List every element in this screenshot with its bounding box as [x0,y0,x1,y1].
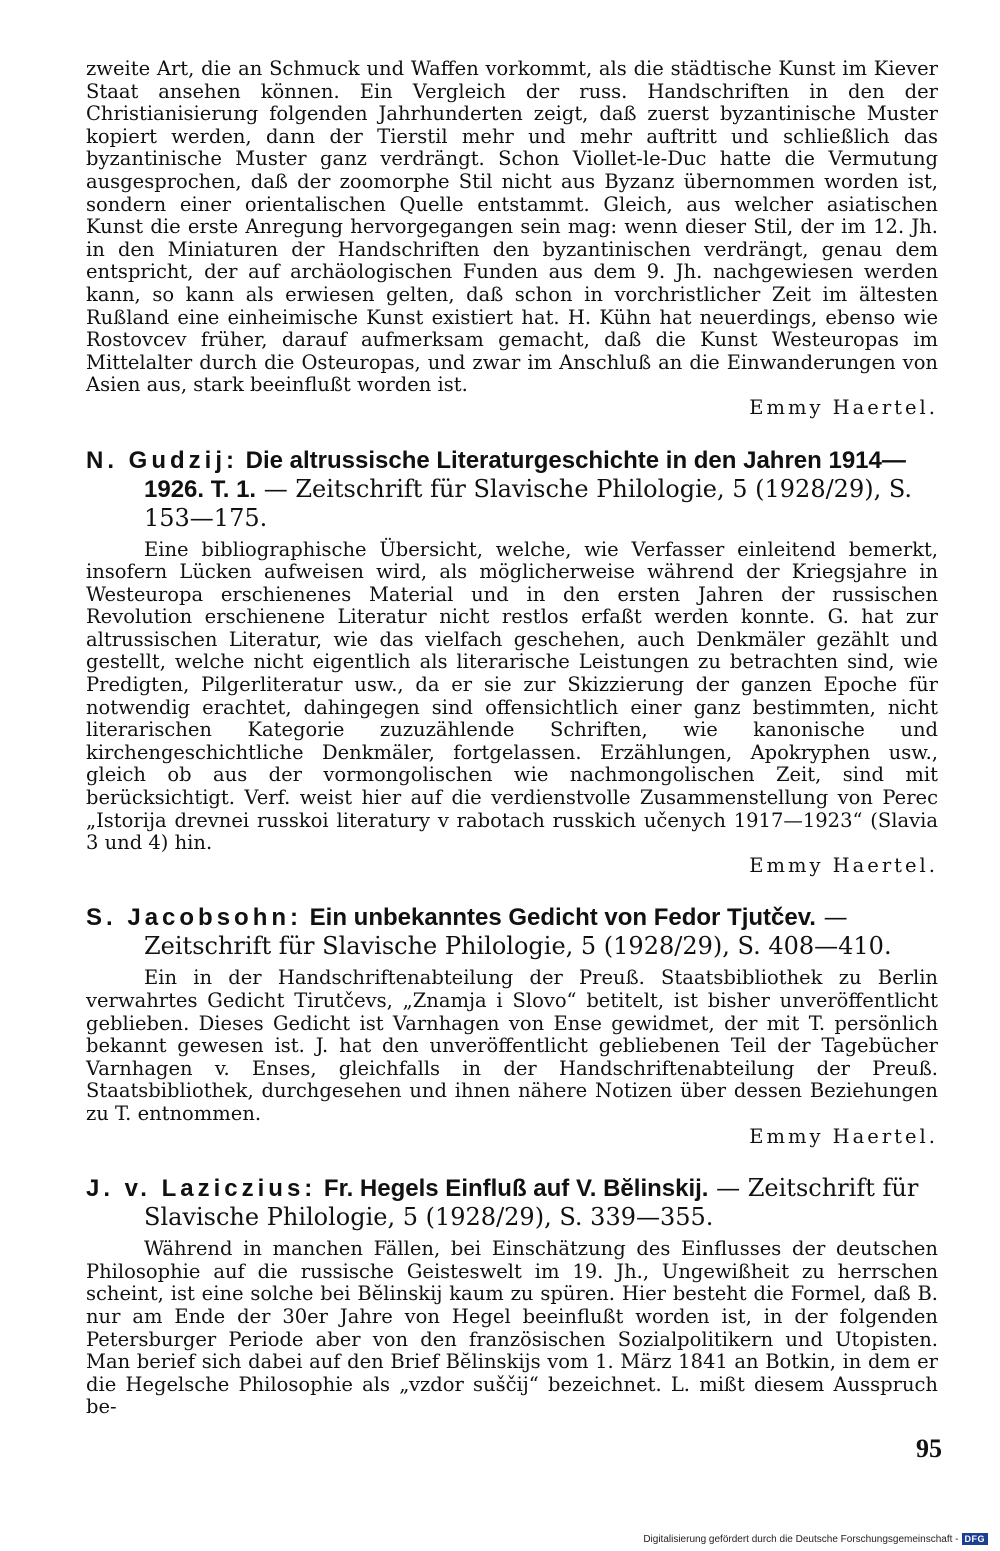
entry-author: J. v. Laziczius: [86,1175,317,1203]
entry-source: — Zeitschrift für Slavische Philologie, 5 (1928/29), S. 408—410. [144,903,892,961]
review-entry-laziczius [86,1174,938,1419]
entry-body-text: Ein in der Handschriftenabteilung der Preuß. Staatsbibliothek zu Berlin verwahrtes Gedicht Tirutčevs, „Znamja i Slovo“ betitelt, ist bisher unveröffentlicht geblieben. Dieses Gedicht ist Varnhagen von Ense gewidmet, der mit T. persönlich bekannt gewesen ist. J. hat den unveröffentlicht gebliebenen Teil der Tagebücher Varnhagen v. Enses, gleichfalls in der Handschriftenabteilung der Preuß. Staatsbibliothek, durchgesehen und ihnen nähere Notizen über dessen Beziehungen zu T. entnommen. [86,966,938,1125]
entry-body-text: Während in manchen Fällen, bei Einschätzung des Einflusses der deutschen Philosophie auf die russische Geisteswelt im 19. Jh., Ungewißheit zu herrschen scheint, ist eine solche bei Bĕlinskij kaum zu spüren. Hier besteht die Formel, daß B. nur am Ende der 30er Jahre von Hegel beeinflußt worden ist, in der folgenden Petersburger Periode aber von den französischen Sozialpolitikern und Utopisten. Man berief sich dabei auf den Brief Bĕlinskijs vom 1. März 1841 an Botkin, in dem er die Hegelsche Philosophie als „vzdor suščij“ bezeichnet. L. mißt diesem Ausspruch be- [86,1237,938,1419]
entry-heading [86,903,938,961]
entry-source: — Zeitschrift für Slavische Philologie, 5 (1928/29), S. 339—355. [144,1174,919,1232]
entry-title: Ein unbekanntes Gedicht von Fedor Tjutčev. [309,904,816,932]
entry-body [86,967,938,1148]
digitization-footer [643,1533,988,1545]
dfg-logo: DFG [962,1533,989,1545]
entry-body [86,539,938,878]
entry-source: — Zeitschrift für Slavische Philologie, 5 (1928/29), S. 153—175. [144,474,913,532]
entry-author: S. Jacobsohn: [86,904,303,932]
entry-heading [86,446,938,533]
entry-body-text: Eine bibliographische Übersicht, welche, wie Verfasser einleitend bemerkt, insofern Lücken aufweisen wird, als möglicherweise während der Kriegsjahre in Westeuropa erschienenes Material und in den ersten Jahren der russischen Revolution erschienene Literatur nicht restlos erfaßt werden konnte. G. hat zur altrussischen Literatur, wie das vielfach geschehen, auch Denkmäler gezählt und gestellt, welche nicht eigentlich als literarische Leistungen zu betrachten sind, wie Predigten, Pilgerliteratur usw., da er sie zur Skizzierung der ganzen Epoche für notwendig erachtet, dahingegen sind offensichtlich einer ganz bestimmten, nicht literarischen Kategorie zuzuzählende Schriften, wie kanonische und kirchengeschichtliche Denkmäler, fortgelassen. Erzählungen, Apokryphen usw., gleich ob aus der vormongolischen wie nachmongolischen Zeit, sind mit berücksichtigt. Verf. weist hier auf die verdienstvolle Zusammenstellung von Perec „Istorija drevnei russkoi literatury v rabotach russkich učenych 1917—1923“ (Slavia 3 und 4) hin. [86,537,938,855]
entry-title: Die altrussische Literaturgeschichte in den Jahren 1914—1926. T. 1. [144,446,906,503]
page-content [86,58,938,1419]
intro-text: zweite Art, die an Schmuck und Waffen vorkommt, als die städtische Kunst im Kiever Staat ansehen können. Ein Vergleich der russ. Handschriften in den der Christianisierung folgenden Jahrhunderten zeigt, daß zuerst byzantinische Muster kopiert werden, dann der Tierstil mehr und mehr auftritt und schließlich das byzantinische Muster ganz verdrängt. Schon Viollet-le-Duc hatte die Vermutung ausgesprochen, daß der zoomorphe Stil nicht aus Byzanz übernommen worden ist, sondern einer orientalischen Quelle entstammt. Gleich, aus welcher asiatischen Kunst die erste Anregung hervorgegangen sein mag: wenn dieser Stil, der im 12. Jh. in den Miniaturen der Handschriften den byzantinischen verdrängt, genau dem entspricht, der auf archäologischen Funden aus dem 9. Jh. nachgewiesen werden kann, so kann als erwiesen gelten, daß schon in vorchristlicher Zeit im ältesten Rußland eine einheimische Kunst existiert hat. H. Kühn hat neuerdings, ebenso wie Rostovcev früher, darauf aufmerksam gemacht, daß die Kunst Westeuropas im Mittelalter durch die Osteuropas, und zwar im Anschluß an die Einwanderungen von Asien aus, stark beeinflußt worden ist. [86,57,938,397]
intro-paragraph [86,58,938,420]
review-entry-jacobsohn [86,903,938,1148]
entry-title: Fr. Hegels Einfluß auf V. Bĕlinskij. [323,1175,709,1203]
page-number: 95 [916,1434,942,1463]
entry-author: N. Gudzij: [86,446,238,474]
intro-signature: Emmy Haertel. [749,395,938,419]
entry-signature: Emmy Haertel. [749,1124,938,1148]
footer-text: Digitalisierung gefördert durch die Deutsche Forschungsgemeinschaft - [643,1533,959,1545]
entry-heading [86,1174,938,1232]
entry-body [86,1238,938,1419]
review-entry-gudzij [86,446,938,878]
entry-signature: Emmy Haertel. [749,853,938,877]
